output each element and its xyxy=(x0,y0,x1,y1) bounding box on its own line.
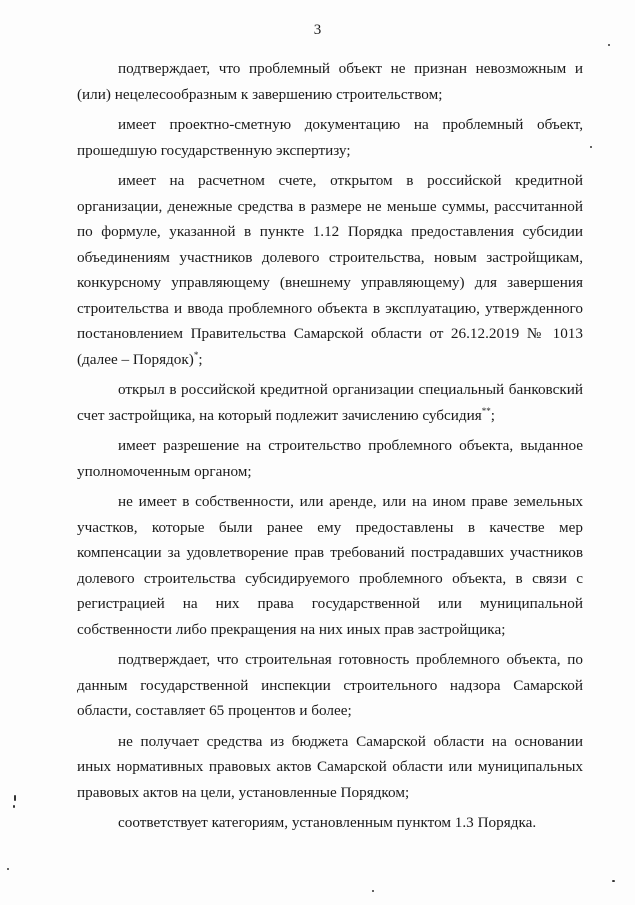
page-number: 3 xyxy=(313,22,322,38)
paragraph-9 xyxy=(77,810,583,836)
paragraph-2-text: имеет проектно-сметную документацию на проблемный объект, прошедшую государственную экспертизу; xyxy=(77,116,583,159)
paragraph-8-text: не получает средства из бюджета Самарской области на основании иных нормативных правовых актов Самарской области или муниципальных правовых актов на цели, установленные Порядком; xyxy=(77,732,583,801)
document-body xyxy=(77,56,583,836)
paragraph-4-tail: ; xyxy=(490,406,495,424)
scan-speck xyxy=(372,890,374,892)
paragraph-5 xyxy=(77,433,583,484)
paragraph-1-text: подтверждает, что проблемный объект не признан невозможным и (или) нецелесообразным к завершению строительством; xyxy=(77,60,583,103)
paragraph-4-text: открыл в российской кредитной организации специальный банковский счет застройщика, на который подлежит зачислению субсидия xyxy=(77,381,583,424)
paragraph-4 xyxy=(77,377,583,428)
paragraph-3-tail: ; xyxy=(198,350,203,368)
footnote-marker-1: * xyxy=(193,349,199,360)
scan-speck xyxy=(612,880,615,882)
paragraph-3 xyxy=(77,168,583,372)
scan-speck xyxy=(7,868,9,870)
paragraph-8 xyxy=(77,729,583,806)
paragraph-5-text: имеет разрешение на строительство проблемного объекта, выданное уполномоченным органом; xyxy=(77,437,583,480)
paragraph-9-text: соответствует категориям, установленным пунктом 1.3 Порядка. xyxy=(118,814,537,831)
scan-speck xyxy=(590,146,592,148)
paragraph-6 xyxy=(77,489,583,642)
paragraph-7 xyxy=(77,647,583,724)
paragraph-6-text: не имеет в собственности, или аренде, или на ином праве земельных участков, которые были ранее ему предоставлены в качестве мер компенсации за удовлетворение прав требований пострадавших участников долевого строительства субсидируемого проблемного объекта, в связи с регистрацией на них права государственной или муниципальной собственности либо прекращения на них иных прав застройщика; xyxy=(77,493,583,638)
paragraph-1 xyxy=(77,56,583,107)
paragraph-3-text: имеет на расчетном счете, открытом в российской кредитной организации, денежные средства в размере не меньше суммы, рассчитанной по формуле, указанной в пункте 1.12 Порядка предоставления субсидии объединениям участников долевого строительства, новым застройщикам, конкурсному управляющему (внешнему управляющему) для завершения строительства и ввода проблемного объекта в эксплуатацию, утвержденного постановлением Правительства Самарской области от 26.12.2019 № 1013 (далее – Порядок) xyxy=(77,172,583,368)
paragraph-7-text: подтверждает, что строительная готовность проблемного объекта, по данным государственной инспекции строительного надзора Самарской области, составляет 65 процентов и более; xyxy=(77,651,583,719)
paragraph-2 xyxy=(77,112,583,163)
scan-speck xyxy=(13,805,15,808)
scan-speck xyxy=(14,795,16,801)
scan-speck xyxy=(608,44,610,46)
footnote-marker-2: ** xyxy=(481,405,491,416)
